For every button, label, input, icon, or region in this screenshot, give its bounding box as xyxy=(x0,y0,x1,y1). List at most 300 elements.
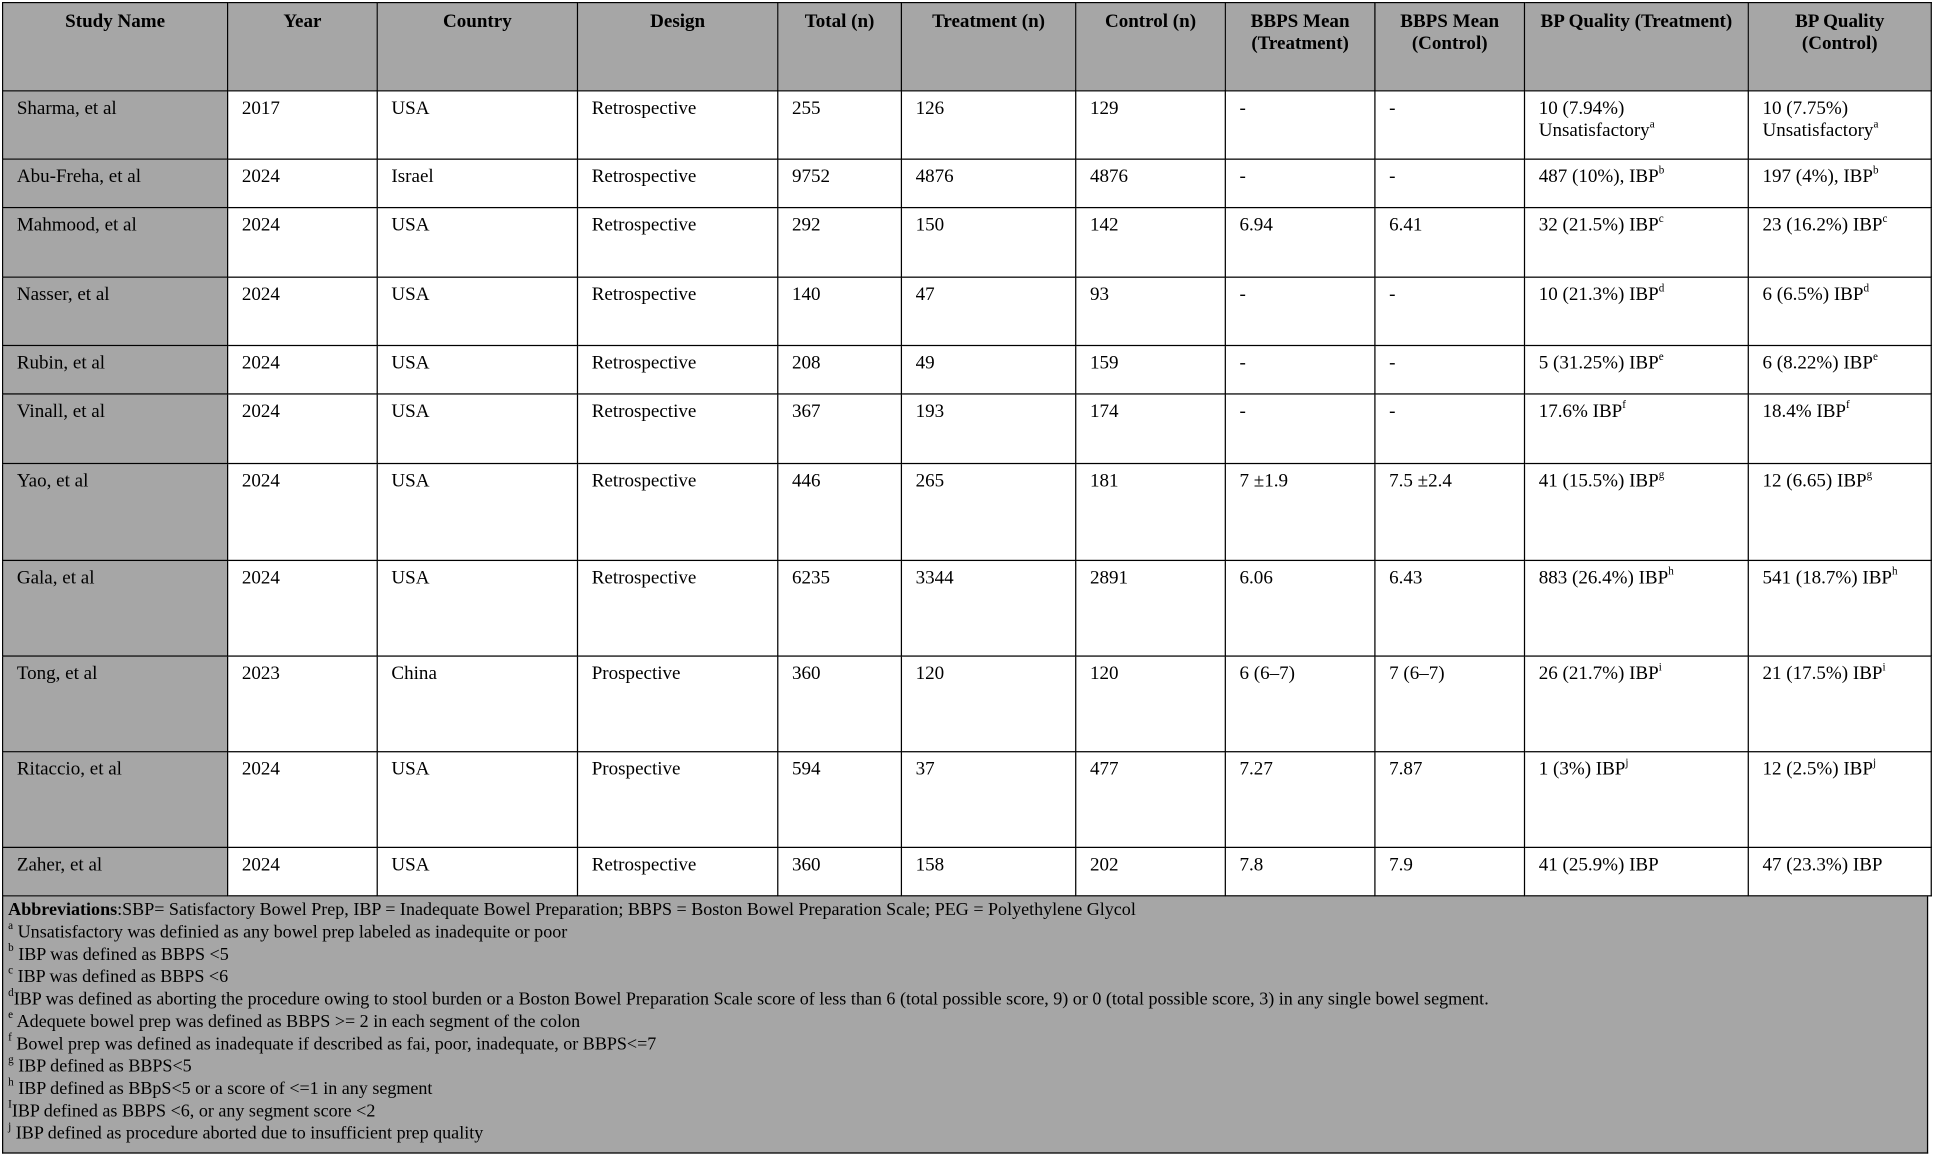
cell-text: 7.87 xyxy=(1389,758,1423,780)
footnotes xyxy=(2,896,1928,1153)
cell-text: 120 xyxy=(915,662,945,685)
bp-quality-treatment-cell xyxy=(1525,208,1749,278)
cell-text: 202 xyxy=(1089,854,1119,876)
cell-text: 2024 xyxy=(241,567,280,589)
cell-text: 255 xyxy=(791,97,821,119)
cell-text: 37 xyxy=(915,758,935,780)
cell-text: USA xyxy=(391,854,430,876)
bp-quality-control-cell xyxy=(1748,394,1931,464)
col-header-total: Total (n) xyxy=(778,3,902,91)
abbreviations-text: :SBP= Satisfactory Bowel Prep, IBP = Inadequate Bowel Preparation; BBPS = Boston Bowel Preparation Scale; PEG = Polyethylene Glycol xyxy=(117,900,1136,921)
bp-quality-treatment-cell xyxy=(1525,847,1749,895)
cell-text: 2024 xyxy=(241,352,280,374)
control-cell xyxy=(1076,159,1226,207)
cell-text: 126 xyxy=(915,97,945,119)
cell-text: Retrospective xyxy=(591,567,697,589)
footnote-item xyxy=(8,1008,1927,1033)
cell-text: 129 xyxy=(1089,97,1119,119)
footnote-mark: d xyxy=(8,986,14,999)
cell-text: 10 (7.94%) Unsatisfactory xyxy=(1538,97,1650,142)
cell-text: 367 xyxy=(791,400,821,422)
cell-text: Gala, et al xyxy=(16,567,95,589)
footnote-mark: b xyxy=(8,941,14,954)
country-cell xyxy=(377,656,577,752)
total-cell xyxy=(778,91,902,159)
footnote-marker: e xyxy=(1658,349,1664,363)
footnote-item xyxy=(8,941,1927,966)
bp-quality-control-cell xyxy=(1748,345,1931,393)
footnote-text: IBP was defined as aborting the procedure owing to stool burden or a Boston Bowel Preparation Scale score of less than 6 (total possible score, 9) or 0 (total possible score, 3) in any single bowel segment. xyxy=(13,989,1489,1010)
footnote-item xyxy=(8,988,1927,1010)
table-row xyxy=(3,464,1932,561)
cell-text: 7.9 xyxy=(1389,854,1413,876)
bp-quality-treatment-cell xyxy=(1525,159,1749,207)
total-cell xyxy=(778,277,902,345)
footnote-mark: j xyxy=(8,1120,12,1133)
total-cell xyxy=(778,345,902,393)
year-cell xyxy=(228,394,378,464)
cell-text: 142 xyxy=(1089,214,1119,236)
footnote-marker: f xyxy=(1622,398,1626,411)
country-cell xyxy=(377,847,577,895)
cell-text: 4876 xyxy=(1089,165,1128,188)
cell-text: 594 xyxy=(791,758,821,780)
bbps-control-cell xyxy=(1375,847,1525,895)
cell-text: 159 xyxy=(1089,352,1119,374)
treatment-cell xyxy=(901,464,1075,561)
col-header-bbps-treatment: BBPS Mean (Treatment) xyxy=(1225,3,1375,91)
bbps-treatment-cell xyxy=(1225,345,1375,393)
cell-text: 2024 xyxy=(241,214,280,236)
control-cell xyxy=(1076,91,1226,159)
control-cell xyxy=(1076,560,1226,656)
bbps-control-cell xyxy=(1375,159,1525,207)
cell-text: 487 (10%), IBP xyxy=(1538,165,1659,188)
country-cell xyxy=(377,560,577,656)
cell-text: Yao, et al xyxy=(16,470,89,492)
design-cell xyxy=(577,847,777,895)
cell-text: China xyxy=(391,662,437,685)
bp-quality-treatment-cell xyxy=(1525,345,1749,393)
control-cell xyxy=(1076,847,1226,895)
table-row xyxy=(3,91,1932,159)
design-cell xyxy=(577,345,777,393)
cell-text: 1 (3%) IBP xyxy=(1538,758,1626,780)
cell-text: 265 xyxy=(915,470,945,492)
treatment-cell xyxy=(901,345,1075,393)
bbps-treatment-cell xyxy=(1225,208,1375,278)
study-name-cell xyxy=(3,159,228,207)
footnote-marker: h xyxy=(1668,564,1674,578)
country-cell xyxy=(377,394,577,464)
study-name-cell xyxy=(3,464,228,561)
footnote-marker: h xyxy=(1891,564,1898,578)
bp-quality-treatment-cell xyxy=(1525,91,1749,159)
cell-text: USA xyxy=(391,470,430,492)
cell-text: Retrospective xyxy=(591,214,697,236)
bp-quality-treatment-cell xyxy=(1525,277,1749,345)
footnote-text: IBP was defined as BBPS <5 xyxy=(13,944,229,965)
cell-text: Israel xyxy=(391,165,434,188)
cell-text: 93 xyxy=(1089,284,1109,306)
col-header-design: Design xyxy=(577,3,777,91)
total-cell xyxy=(778,159,902,207)
cell-text: Retrospective xyxy=(591,854,697,876)
cell-text: 7.8 xyxy=(1239,854,1264,876)
cell-text: Mahmood, et al xyxy=(16,214,137,236)
cell-text: 2891 xyxy=(1089,567,1128,589)
cell-text: - xyxy=(1239,284,1246,306)
country-cell xyxy=(377,464,577,561)
cell-text: 446 xyxy=(791,470,821,492)
footnote-mark: c xyxy=(8,963,14,977)
cell-text: 2017 xyxy=(241,97,280,119)
design-cell xyxy=(577,752,777,848)
cell-text: 3344 xyxy=(915,567,954,589)
cell-text: 7.5 ±2.4 xyxy=(1389,470,1452,492)
cell-text: 6.06 xyxy=(1239,567,1273,589)
design-cell xyxy=(577,159,777,207)
cell-text: 360 xyxy=(791,662,821,685)
document-page xyxy=(2,2,1934,1154)
control-cell xyxy=(1076,752,1226,848)
cell-text: - xyxy=(1239,352,1246,374)
design-cell xyxy=(577,208,777,278)
cell-text: - xyxy=(1389,352,1396,374)
study-name-cell xyxy=(3,656,228,752)
header-row xyxy=(3,3,1932,91)
col-header-control: Control (n) xyxy=(1076,3,1226,91)
cell-text: 6 (6–7) xyxy=(1239,662,1296,685)
cell-text: 2024 xyxy=(241,758,280,780)
footnote-item xyxy=(8,1120,1927,1145)
year-cell xyxy=(228,91,378,159)
cell-text: 10 (7.75%) Unsatisfactory xyxy=(1762,97,1874,142)
control-cell xyxy=(1076,277,1226,345)
table-row xyxy=(3,656,1932,752)
footnote-text: Adequete bowel prep was defined as BBPS >= 2 in each segment of the colon xyxy=(13,1011,581,1032)
cell-text: 7.27 xyxy=(1239,758,1273,780)
table-row xyxy=(3,277,1932,345)
cell-text: 47 xyxy=(915,284,935,306)
year-cell xyxy=(228,345,378,393)
study-name-cell xyxy=(3,560,228,656)
footnote-marker: b xyxy=(1658,163,1665,176)
cell-text: 2024 xyxy=(241,400,280,422)
footnote-mark: a xyxy=(8,918,14,932)
bbps-control-cell xyxy=(1375,394,1525,464)
design-cell xyxy=(577,394,777,464)
footnote-marker: i xyxy=(1658,660,1662,673)
treatment-cell xyxy=(901,159,1075,207)
country-cell xyxy=(377,91,577,159)
cell-text: USA xyxy=(391,758,430,780)
footnote-item xyxy=(8,1055,1927,1077)
year-cell xyxy=(228,159,378,207)
bp-quality-treatment-cell xyxy=(1525,464,1749,561)
cell-text: 477 xyxy=(1089,758,1119,780)
bp-quality-treatment-cell xyxy=(1525,656,1749,752)
cell-text: Retrospective xyxy=(591,352,697,374)
study-name-cell xyxy=(3,91,228,159)
table-row xyxy=(3,752,1932,848)
cell-text: 9752 xyxy=(791,165,831,188)
cell-text: 120 xyxy=(1089,662,1119,685)
cell-text: 2024 xyxy=(241,854,280,876)
col-header-country: Country xyxy=(377,3,577,91)
footnote-text: IBP defined as procedure aborted due to insufficient prep quality xyxy=(11,1123,484,1144)
col-header-treatment: Treatment (n) xyxy=(901,3,1075,91)
abbreviations-label: Abbreviations xyxy=(8,900,118,921)
total-cell xyxy=(778,847,902,895)
year-cell xyxy=(228,560,378,656)
cell-text: - xyxy=(1389,400,1396,422)
control-cell xyxy=(1076,464,1226,561)
year-cell xyxy=(228,464,378,561)
table-row xyxy=(3,847,1932,895)
cell-text: USA xyxy=(391,567,430,589)
cell-text: 41 (15.5%) IBP xyxy=(1538,470,1659,492)
table-row xyxy=(3,159,1932,207)
study-name-cell xyxy=(3,752,228,848)
footnote-marker: a xyxy=(1873,117,1879,130)
cell-text: Sharma, et al xyxy=(16,97,117,119)
bbps-treatment-cell xyxy=(1225,394,1375,464)
cell-text: 10 (21.3%) IBP xyxy=(1538,284,1659,306)
cell-text: 17.6% IBP xyxy=(1538,400,1623,422)
design-cell xyxy=(577,560,777,656)
cell-text: 150 xyxy=(915,214,945,236)
col-header-year: Year xyxy=(228,3,378,91)
cell-text: USA xyxy=(391,400,430,422)
footnote-marker: e xyxy=(1872,349,1878,363)
cell-text: - xyxy=(1389,97,1396,119)
treatment-cell xyxy=(901,847,1075,895)
bp-quality-control-cell xyxy=(1748,277,1931,345)
footnote-item xyxy=(8,1097,1927,1122)
cell-text: 7 (6–7) xyxy=(1389,662,1445,685)
cell-text: 158 xyxy=(915,854,945,876)
country-cell xyxy=(377,208,577,278)
col-header-bp-control: BP Quality (Control) xyxy=(1748,3,1931,91)
bbps-control-cell xyxy=(1375,91,1525,159)
footnote-mark: I xyxy=(8,1097,12,1111)
bbps-treatment-cell xyxy=(1225,752,1375,848)
bbps-control-cell xyxy=(1375,656,1525,752)
cell-text: 541 (18.7%) IBP xyxy=(1762,567,1892,589)
country-cell xyxy=(377,752,577,848)
footnote-marker: i xyxy=(1882,660,1886,673)
footnote-item xyxy=(8,1075,1927,1100)
total-cell xyxy=(778,752,902,848)
bbps-treatment-cell xyxy=(1225,560,1375,656)
control-cell xyxy=(1076,394,1226,464)
control-cell xyxy=(1076,208,1226,278)
cell-text: Retrospective xyxy=(591,284,697,306)
footnote-marker: b xyxy=(1872,163,1879,176)
cell-text: - xyxy=(1389,165,1396,188)
bp-quality-control-cell xyxy=(1748,847,1931,895)
footnote-text: Unsatisfactory was definied as any bowel prep labeled as inadequite or poor xyxy=(13,922,568,943)
footnote-mark: e xyxy=(8,1008,14,1021)
table-row xyxy=(3,560,1932,656)
cell-text: 32 (21.5%) IBP xyxy=(1538,214,1659,236)
cell-text: 2024 xyxy=(241,165,280,188)
cell-text: 23 (16.2%) IBP xyxy=(1762,214,1883,236)
table-body xyxy=(3,91,1932,896)
cell-text: Prospective xyxy=(591,758,681,780)
year-cell xyxy=(228,752,378,848)
total-cell xyxy=(778,656,902,752)
cell-text: Tong, et al xyxy=(16,662,98,685)
bp-quality-treatment-cell xyxy=(1525,752,1749,848)
bbps-control-cell xyxy=(1375,560,1525,656)
cell-text: Rubin, et al xyxy=(16,352,106,374)
cell-text: 18.4% IBP xyxy=(1762,400,1847,422)
cell-text: 6 (6.5%) IBP xyxy=(1762,284,1864,306)
cell-text: Prospective xyxy=(591,662,681,685)
treatment-cell xyxy=(901,560,1075,656)
cell-text: 181 xyxy=(1089,470,1119,492)
footnote-mark: h xyxy=(8,1075,14,1088)
total-cell xyxy=(778,394,902,464)
bp-quality-treatment-cell xyxy=(1525,394,1749,464)
total-cell xyxy=(778,208,902,278)
country-cell xyxy=(377,277,577,345)
design-cell xyxy=(577,464,777,561)
footnote-text: IBP was defined as BBPS <6 xyxy=(13,967,229,988)
footnote-marker: c xyxy=(1658,211,1664,225)
cell-text: USA xyxy=(391,352,430,374)
design-cell xyxy=(577,91,777,159)
study-name-cell xyxy=(3,208,228,278)
footnote-marker: j xyxy=(1872,755,1877,769)
footnote-marker: c xyxy=(1882,211,1888,225)
cell-text: 883 (26.4%) IBP xyxy=(1538,567,1669,589)
cell-text: USA xyxy=(391,214,430,236)
year-cell xyxy=(228,847,378,895)
cell-text: 193 xyxy=(915,400,945,422)
cell-text: 6.41 xyxy=(1389,214,1423,236)
control-cell xyxy=(1076,345,1226,393)
cell-text: Retrospective xyxy=(591,400,697,422)
bp-quality-control-cell xyxy=(1748,91,1931,159)
study-name-cell xyxy=(3,394,228,464)
bbps-control-cell xyxy=(1375,277,1525,345)
footnote-text: IBP defined as BBPS <6, or any segment score <2 xyxy=(11,1101,376,1122)
cell-text: 41 (25.9%) IBP xyxy=(1538,854,1659,876)
cell-text: 47 (23.3%) IBP xyxy=(1762,854,1883,876)
cell-text: Abu-Freha, et al xyxy=(16,165,142,188)
total-cell xyxy=(778,560,902,656)
footnote-mark: f xyxy=(8,1030,12,1044)
cell-text: 7 ±1.9 xyxy=(1239,470,1289,492)
cell-text: Vinall, et al xyxy=(16,400,105,422)
cell-text: 21 (17.5%) IBP xyxy=(1762,662,1883,685)
cell-text: 174 xyxy=(1089,400,1119,422)
total-cell xyxy=(778,464,902,561)
cell-text: - xyxy=(1239,400,1246,422)
bbps-control-cell xyxy=(1375,464,1525,561)
treatment-cell xyxy=(901,656,1075,752)
footnote-text: IBP defined as BBPS<5 xyxy=(13,1056,192,1077)
treatment-cell xyxy=(901,208,1075,278)
bbps-control-cell xyxy=(1375,752,1525,848)
footnote-mark: g xyxy=(8,1053,14,1066)
bbps-control-cell xyxy=(1375,345,1525,393)
footnote-marker: f xyxy=(1846,398,1850,411)
cell-text: USA xyxy=(391,97,430,119)
footnote-text: Bowel prep was defined as inadequate if described as fai, poor, inadequate, or BBPS<=7 xyxy=(11,1034,657,1055)
bbps-treatment-cell xyxy=(1225,464,1375,561)
study-name-cell xyxy=(3,847,228,895)
footnote-item xyxy=(8,918,1927,943)
cell-text: 6.43 xyxy=(1389,567,1423,589)
treatment-cell xyxy=(901,277,1075,345)
cell-text: - xyxy=(1239,165,1246,188)
abbreviations-line xyxy=(8,899,1927,921)
cell-text: 6 (8.22%) IBP xyxy=(1762,352,1873,374)
design-cell xyxy=(577,656,777,752)
bp-quality-control-cell xyxy=(1748,464,1931,561)
bp-quality-control-cell xyxy=(1748,752,1931,848)
table-row xyxy=(3,208,1932,278)
cell-text: 197 (4%), IBP xyxy=(1762,165,1873,188)
cell-text: Ritaccio, et al xyxy=(16,758,122,780)
cell-text: 49 xyxy=(915,352,935,374)
year-cell xyxy=(228,277,378,345)
bbps-treatment-cell xyxy=(1225,159,1375,207)
control-cell xyxy=(1076,656,1226,752)
study-name-cell xyxy=(3,345,228,393)
bp-quality-control-cell xyxy=(1748,656,1931,752)
footnote-list xyxy=(8,918,1927,1145)
bbps-treatment-cell xyxy=(1225,277,1375,345)
cell-text: 4876 xyxy=(915,165,954,188)
footnote-text: IBP defined as BBpS<5 or a score of <=1 in any segment xyxy=(13,1079,433,1099)
cell-text: 12 (2.5%) IBP xyxy=(1762,758,1873,780)
bbps-control-cell xyxy=(1375,208,1525,278)
cell-text: Retrospective xyxy=(591,165,697,188)
cell-text: Zaher, et al xyxy=(16,854,103,876)
table-row xyxy=(3,345,1932,393)
bbps-treatment-cell xyxy=(1225,847,1375,895)
cell-text: 2023 xyxy=(241,662,280,685)
col-header-bbps-control: BBPS Mean (Control) xyxy=(1375,3,1525,91)
bbps-treatment-cell xyxy=(1225,656,1375,752)
cell-text: - xyxy=(1389,284,1396,306)
col-header-study-name: Study Name xyxy=(3,3,228,91)
bbps-treatment-cell xyxy=(1225,91,1375,159)
study-name-cell xyxy=(3,277,228,345)
cell-text: 2024 xyxy=(241,470,280,492)
bp-quality-control-cell xyxy=(1748,560,1931,656)
cell-text: - xyxy=(1239,97,1246,119)
treatment-cell xyxy=(901,752,1075,848)
bp-quality-treatment-cell xyxy=(1525,560,1749,656)
treatment-cell xyxy=(901,91,1075,159)
footnote-marker: d xyxy=(1658,281,1665,294)
footnote-marker: g xyxy=(1658,467,1665,481)
cell-text: Nasser, et al xyxy=(16,284,110,306)
cell-text: 5 (31.25%) IBP xyxy=(1538,352,1659,374)
cell-text: 208 xyxy=(791,352,821,374)
country-cell xyxy=(377,159,577,207)
cell-text: 26 (21.7%) IBP xyxy=(1538,662,1659,685)
cell-text: 6235 xyxy=(791,567,831,589)
footnote-marker: j xyxy=(1625,755,1629,769)
cell-text: Retrospective xyxy=(591,97,697,119)
